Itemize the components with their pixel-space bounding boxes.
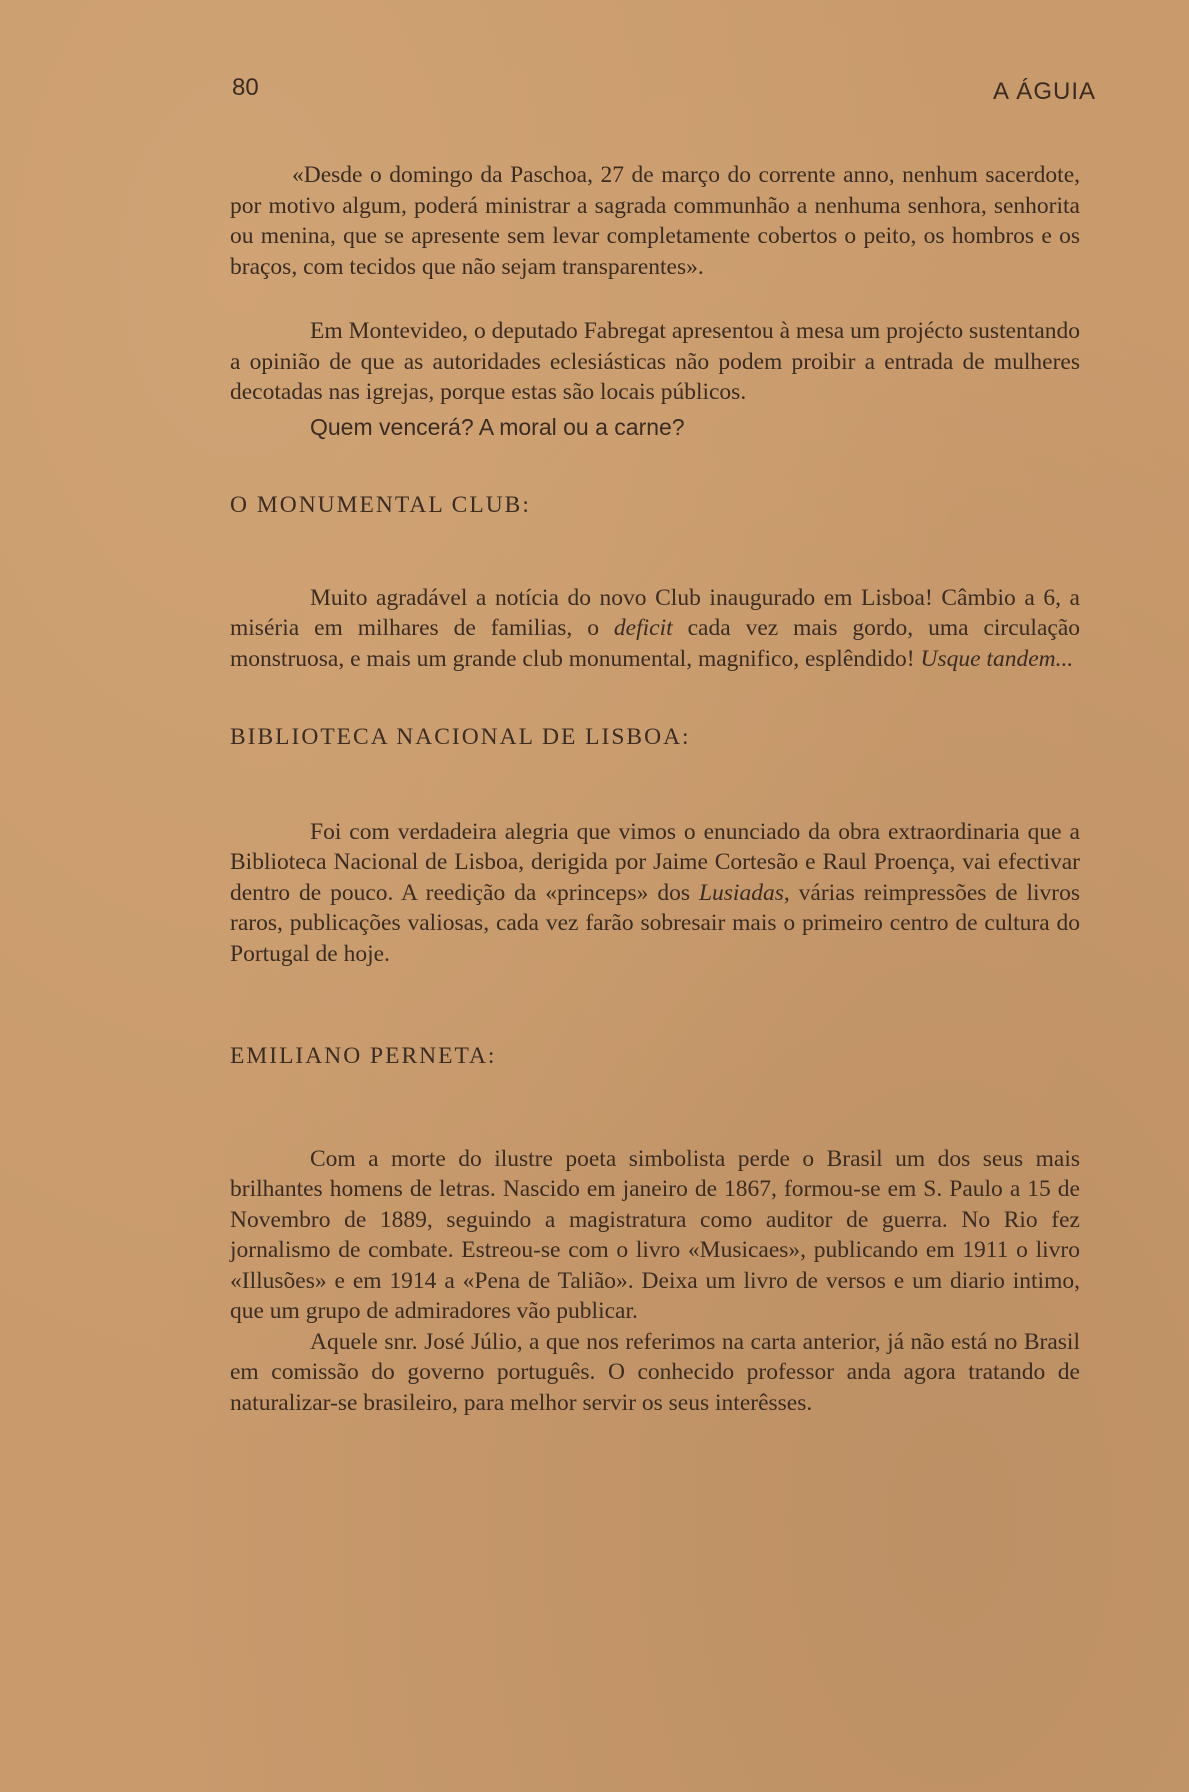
- biblioteca-text-start: Foi com verdadeira alegria que vimos o enunciado da obra extraordinaria que a Biblioteca Nacional de Lisboa, derigida por Jaime Cortesão e Raul Proença, vai efectivar dentro de pouco. A reedição da «princeps» dos: [230, 818, 1080, 906]
- page-header: [232, 74, 1096, 104]
- montevideo-question: Quem vencerá? A moral ou a carne?: [310, 413, 685, 440]
- section-heading-perneta: EMILIANO PERNETA:: [230, 1043, 497, 1069]
- biblioteca-paragraph: [230, 817, 1080, 970]
- montevideo-paragraph: Em Montevideo, o deputado Fabregat apresentou à mesa um projécto sustentando a opinião de que as autoridades eclesiásticas não podem proibir a entrada de mulheres decotadas nas igrejas, porque estas são locais públicos.: [230, 318, 1080, 405]
- section-heading-biblioteca: BIBLIOTECA NACIONAL DE LISBOA:: [230, 724, 691, 750]
- quote-paragraph: «Desde o domingo da Paschoa, 27 de março do corrente anno, nenhum sacerdote, por motivo algum, poderá ministrar a sagrada communhão a nenhuma senhora, senhorita ou menina, que se apresente sem levar completamente cobertos o peito, os hombros e os braços, com tecidos que não sejam transparentes».: [230, 162, 1080, 280]
- perneta-paragraph-1: Com a morte do ilustre poeta simbolista perde o Brasil um dos seus mais brilhantes homens de letras. Nascido em janeiro de 1867, formou-se em S. Paulo a 15 de Novembro de 1889, seguindo a magistratura como auditor de guerra. No Rio fez jornalismo de combate. Estreou-se com o livro «Musicaes», publicando em 1911 o livro «Illusões» e em 1914 a «Pena de Talião». Deixa um livro de versos e um diario intimo, que um grupo de admiradores vão publicar.: [230, 1145, 1080, 1324]
- club-text-middle: cada vez mais gordo, uma circulação monstruosa, e mais um grande club monumental, magnifico, esplêndido!: [230, 615, 1080, 672]
- biblioteca-italic-lusiadas: Lusiadas: [698, 879, 784, 906]
- club-paragraph: [230, 583, 1080, 675]
- page-number: 80: [232, 74, 259, 101]
- perneta-paragraph-2: Aquele snr. José Júlio, a que nos referimos na carta anterior, já não está no Brasil em comissão do governo português. O conhecido professor anda agora tratando de naturalizar-se brasileiro, para melhor servir os seus interêsses.: [230, 1328, 1080, 1416]
- section-heading-monumental-club: O MONUMENTAL CLUB:: [230, 492, 531, 518]
- club-italic-deficit: deficit: [613, 615, 673, 641]
- running-title: A ÁGUIA: [992, 78, 1096, 105]
- club-text-start: Muito agradável a notícia do novo Club inaugurado em Lisboa! Câmbio a 6, a miséria em milhares de familias, o: [230, 584, 1080, 641]
- article-body: [230, 160, 1080, 1418]
- club-italic-closing: Usque tandem...: [920, 645, 1074, 672]
- biblioteca-text-end: , várias reimpressões de livros raros, publicações valiosas, cada vez farão sobresair mais o primeiro centro de cultura do Portugal de hoje.: [230, 879, 1080, 967]
